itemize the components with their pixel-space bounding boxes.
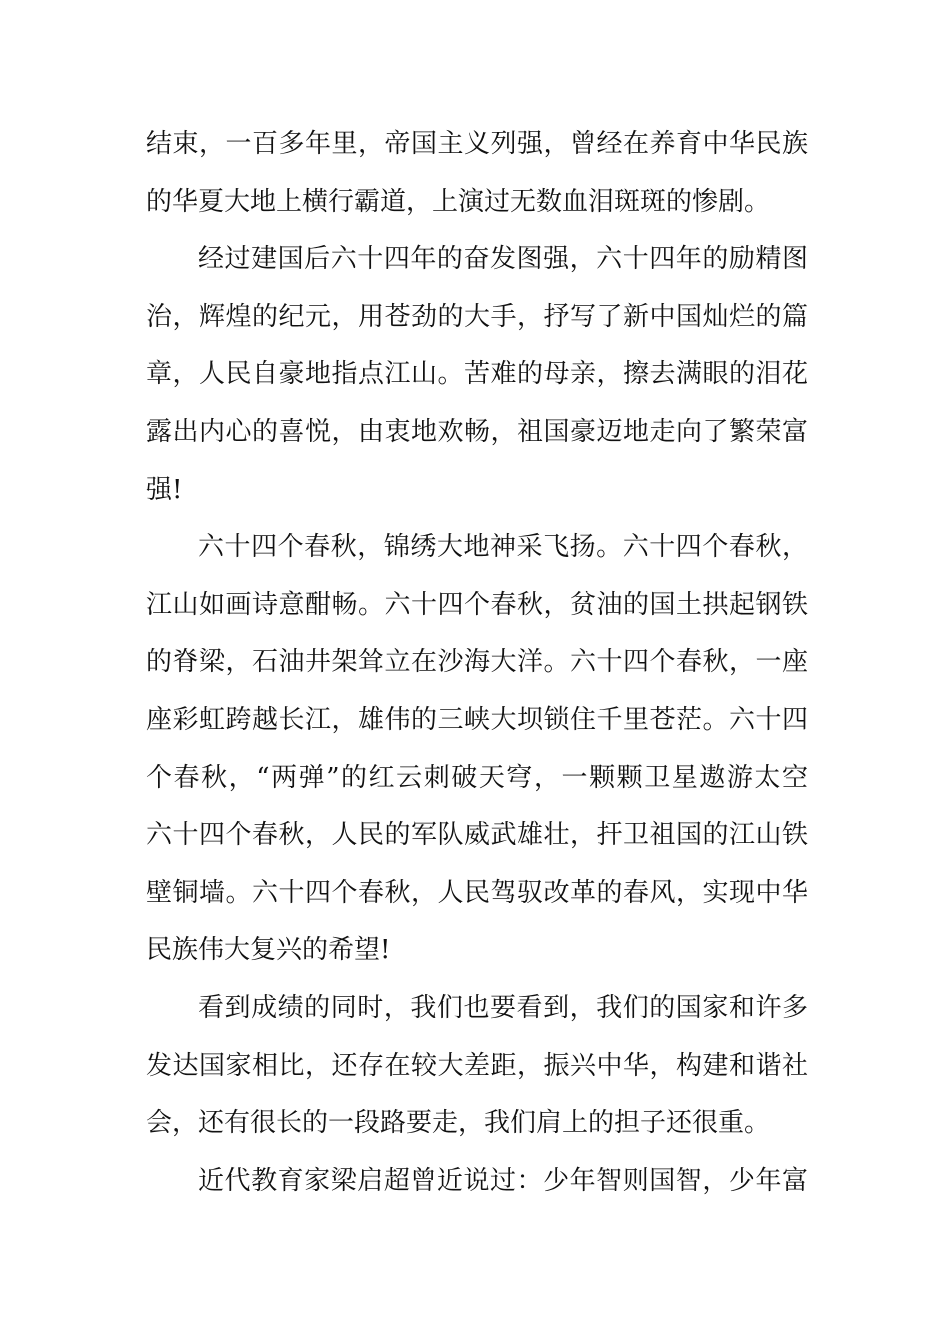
text-line: 座彩虹跨越长江，雄伟的三峡大坝锁住千里苍茫。六十四 (146, 704, 808, 735)
text-line: 壁铜墙。六十四个春秋，人民驾驭改革的春风，实现中华 (146, 877, 808, 908)
paragraph-1 (146, 116, 808, 231)
paragraph-4 (146, 980, 808, 1153)
paragraph-3 (146, 519, 808, 980)
text-line: 个春秋，“两弹”的红云刺破天穹，一颗颗卫星遨游太空 (146, 762, 808, 793)
text-line: 的华夏大地上横行霸道，上演过无数血泪斑斑的惨剧。 (146, 186, 771, 217)
paragraph-5 (146, 1153, 808, 1211)
text-line: 会，还有很长的一段路要走，我们肩上的担子还很重。 (146, 1108, 771, 1139)
text-line: 江山如画诗意酣畅。六十四个春秋，贫油的国土拱起钢铁 (146, 589, 808, 620)
text-line: 六十四个春秋，锦绣大地神采飞扬。六十四个春秋， (198, 532, 808, 563)
paragraph-2 (146, 231, 808, 519)
text-line: 强! (146, 474, 183, 505)
text-line: 近代教育家梁启超曾近说过：少年智则国智，少年富 (198, 1165, 808, 1196)
text-line: 章，人民自豪地指点江山。苦难的母亲，擦去满眼的泪花 (146, 359, 808, 390)
text-line: 发达国家相比，还存在较大差距，振兴中华，构建和谐社 (146, 1050, 808, 1081)
text-line: 露出内心的喜悦，由衷地欢畅，祖国豪迈地走向了繁荣富 (146, 416, 808, 447)
text-line: 结束，一百多年里，帝国主义列强，曾经在养育中华民族 (146, 129, 808, 159)
text-line: 经过建国后六十四年的奋发图强，六十四年的励精图 (198, 244, 808, 275)
body-text (146, 116, 808, 1210)
text-line: 治，辉煌的纪元，用苍劲的大手，抒写了新中国灿烂的篇 (146, 301, 808, 332)
text-line: 六十四个春秋，人民的军队威武雄壮，扞卫祖国的江山铁 (146, 820, 808, 851)
text-line: 民族伟大复兴的希望! (146, 935, 391, 966)
text-line: 看到成绩的同时，我们也要看到，我们的国家和许多 (198, 992, 808, 1023)
text-line: 的脊梁，石油井架耸立在沙海大洋。六十四个春秋，一座 (146, 647, 808, 678)
